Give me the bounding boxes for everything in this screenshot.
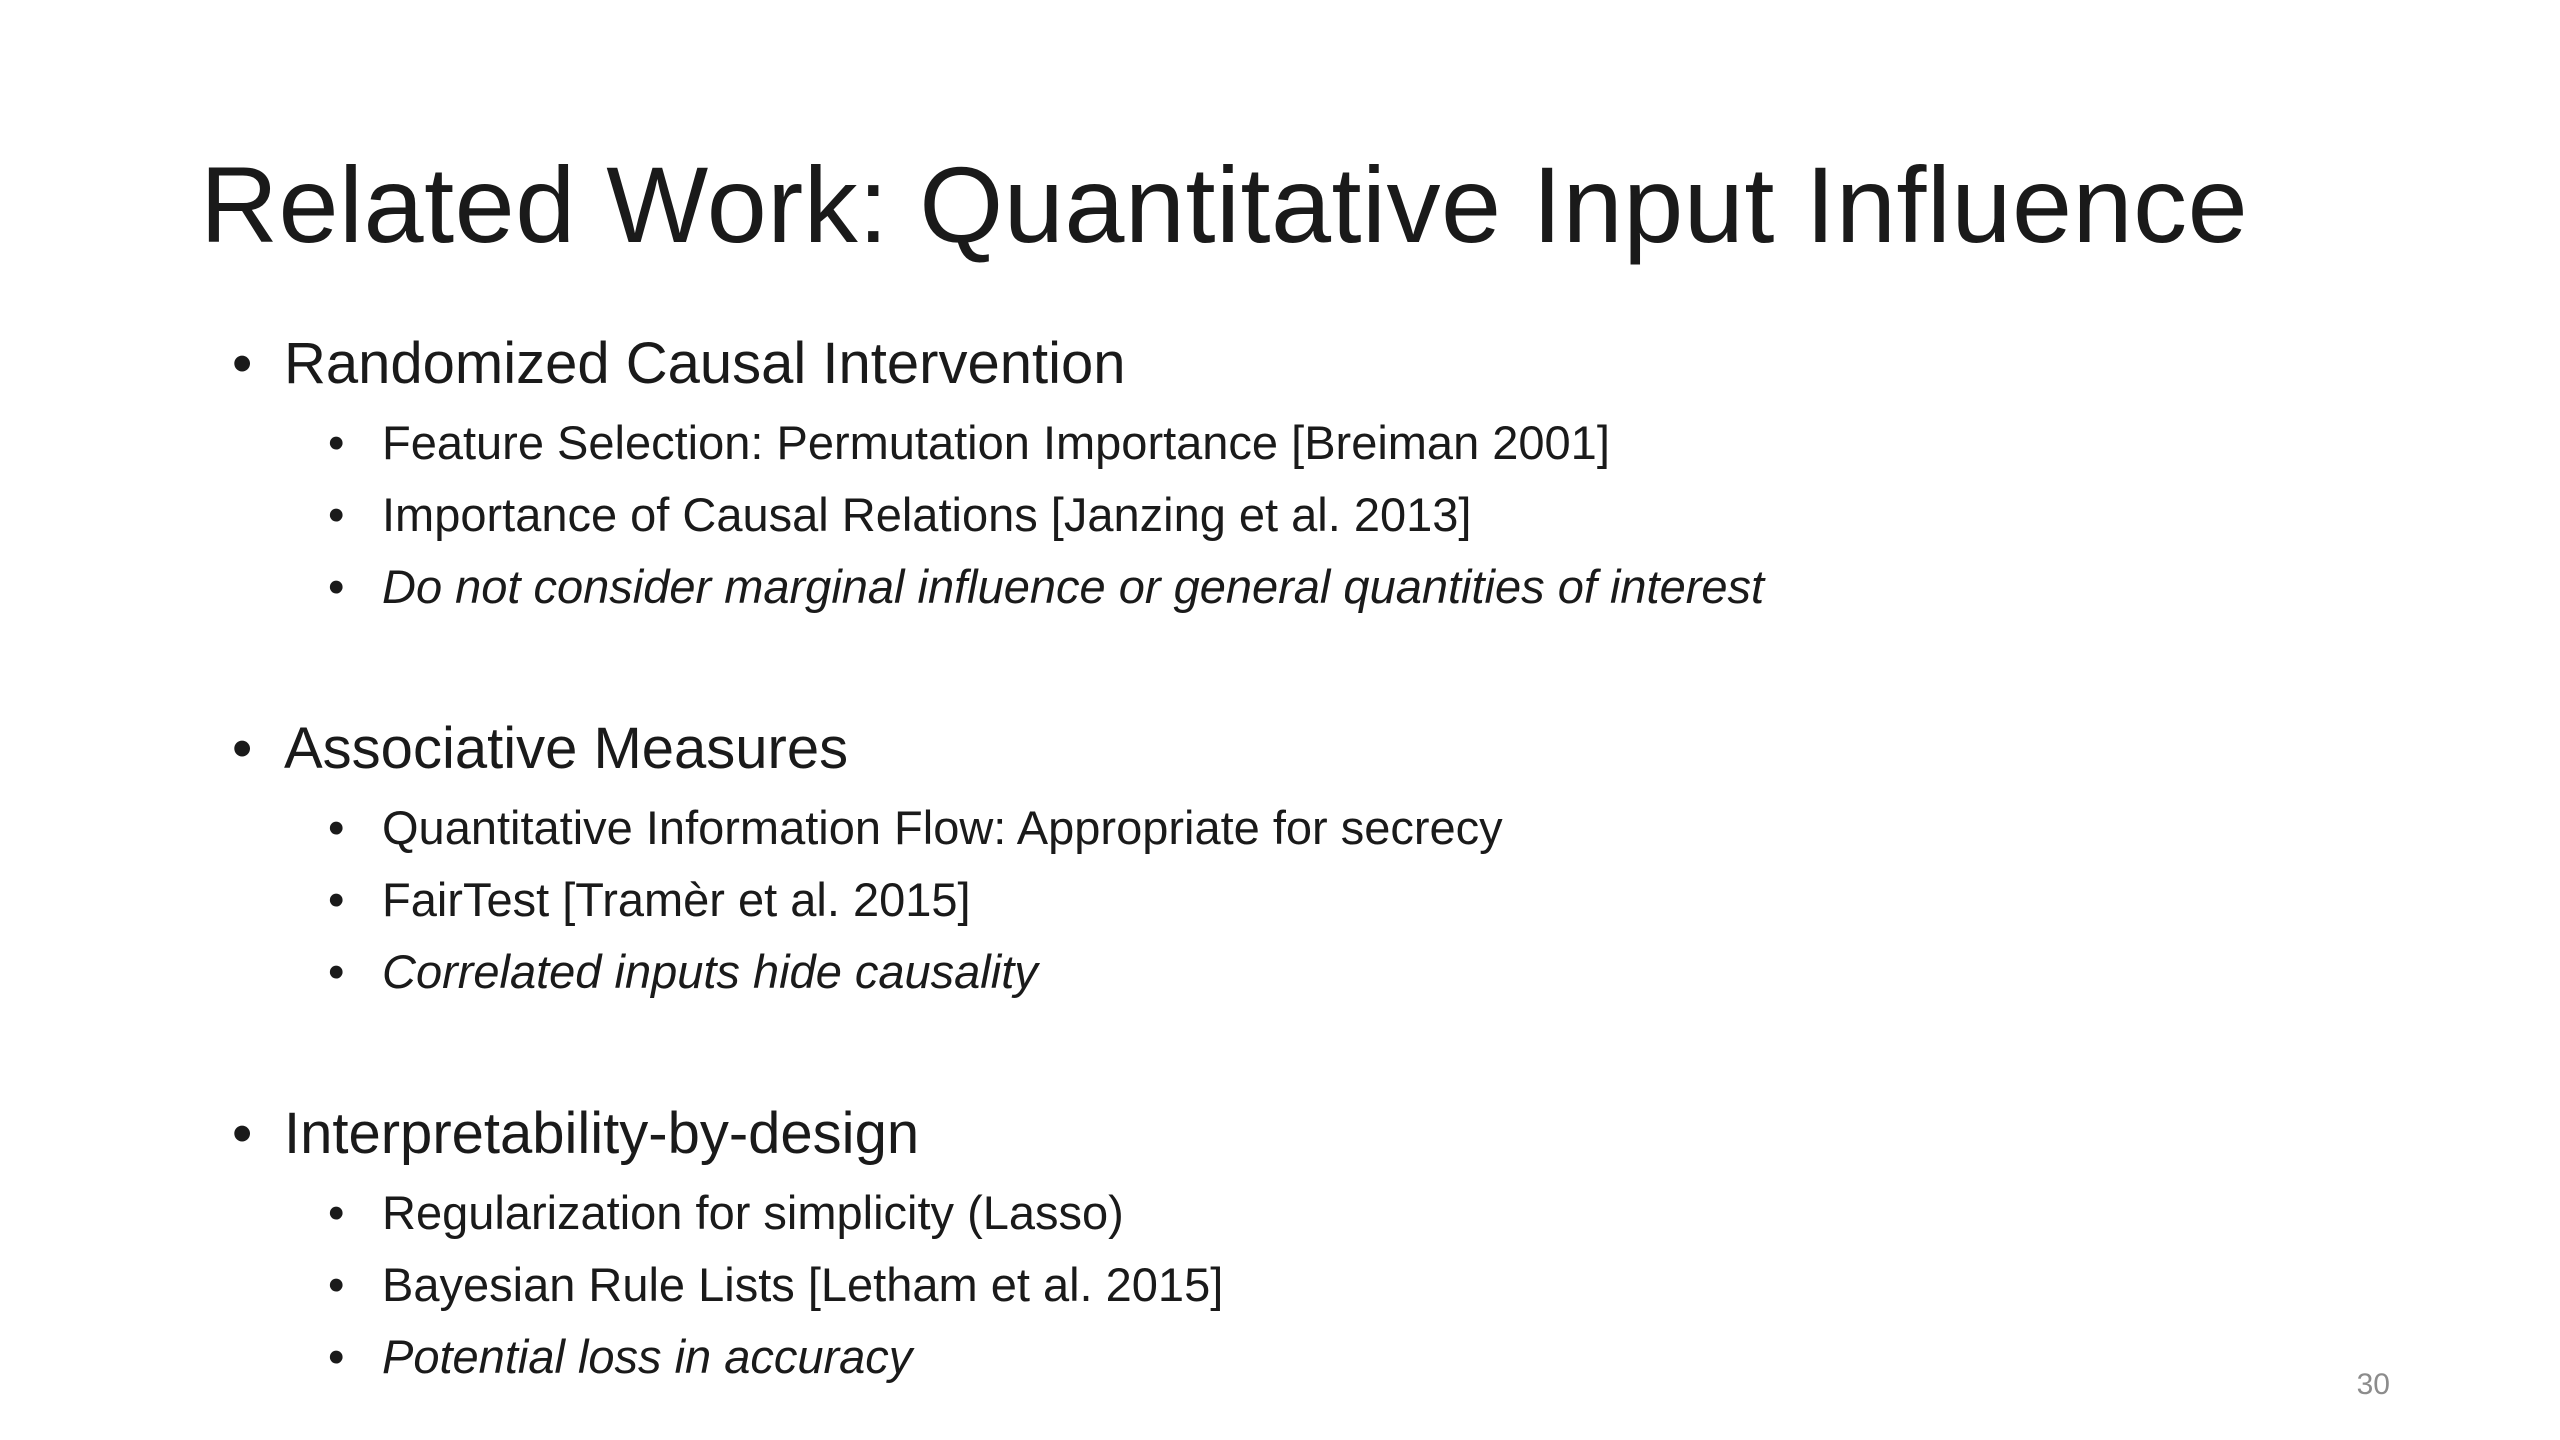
list-item: • FairTest [Tramèr et al. 2015] xyxy=(328,873,971,926)
bullet-icon: • xyxy=(328,801,345,854)
section-heading-interpretability: • Interpretability-by-design xyxy=(232,1101,920,1166)
list-item: • Importance of Causal Relations [Janzing et al. 2013] xyxy=(328,488,1472,541)
slide-title: Related Work: Quantitative Input Influence xyxy=(200,144,2249,265)
list-item-note: • Correlated inputs hide causality xyxy=(328,945,1038,998)
list-item: • Feature Selection: Permutation Importance [Breiman 2001] xyxy=(328,416,1610,469)
bullet-icon: • xyxy=(328,1258,345,1311)
bullet-icon: • xyxy=(328,560,345,613)
bullet-icon: • xyxy=(328,416,345,469)
list-item: • Quantitative Information Flow: Appropriate for secrecy xyxy=(328,801,1503,854)
list-item-note: • Potential loss in accuracy xyxy=(328,1330,913,1383)
bullet-icon: • xyxy=(232,716,253,781)
bullet-icon: • xyxy=(232,331,253,396)
section-heading-randomized: • Randomized Causal Intervention xyxy=(232,331,1126,396)
bullet-icon: • xyxy=(328,1330,345,1383)
bullet-icon: • xyxy=(328,873,345,926)
page-number: 30 xyxy=(2356,1368,2390,1401)
list-item: • Bayesian Rule Lists [Letham et al. 2015] xyxy=(328,1258,1224,1311)
bullet-icon: • xyxy=(232,1101,253,1166)
bullet-icon: • xyxy=(328,1186,345,1239)
list-item-note: • Do not consider marginal influence or general quantities of interest xyxy=(328,560,1765,613)
bullet-icon: • xyxy=(328,488,345,541)
list-item: • Regularization for simplicity (Lasso) xyxy=(328,1186,1124,1239)
bullet-icon: • xyxy=(328,945,345,998)
section-heading-associative: • Associative Measures xyxy=(232,716,849,781)
